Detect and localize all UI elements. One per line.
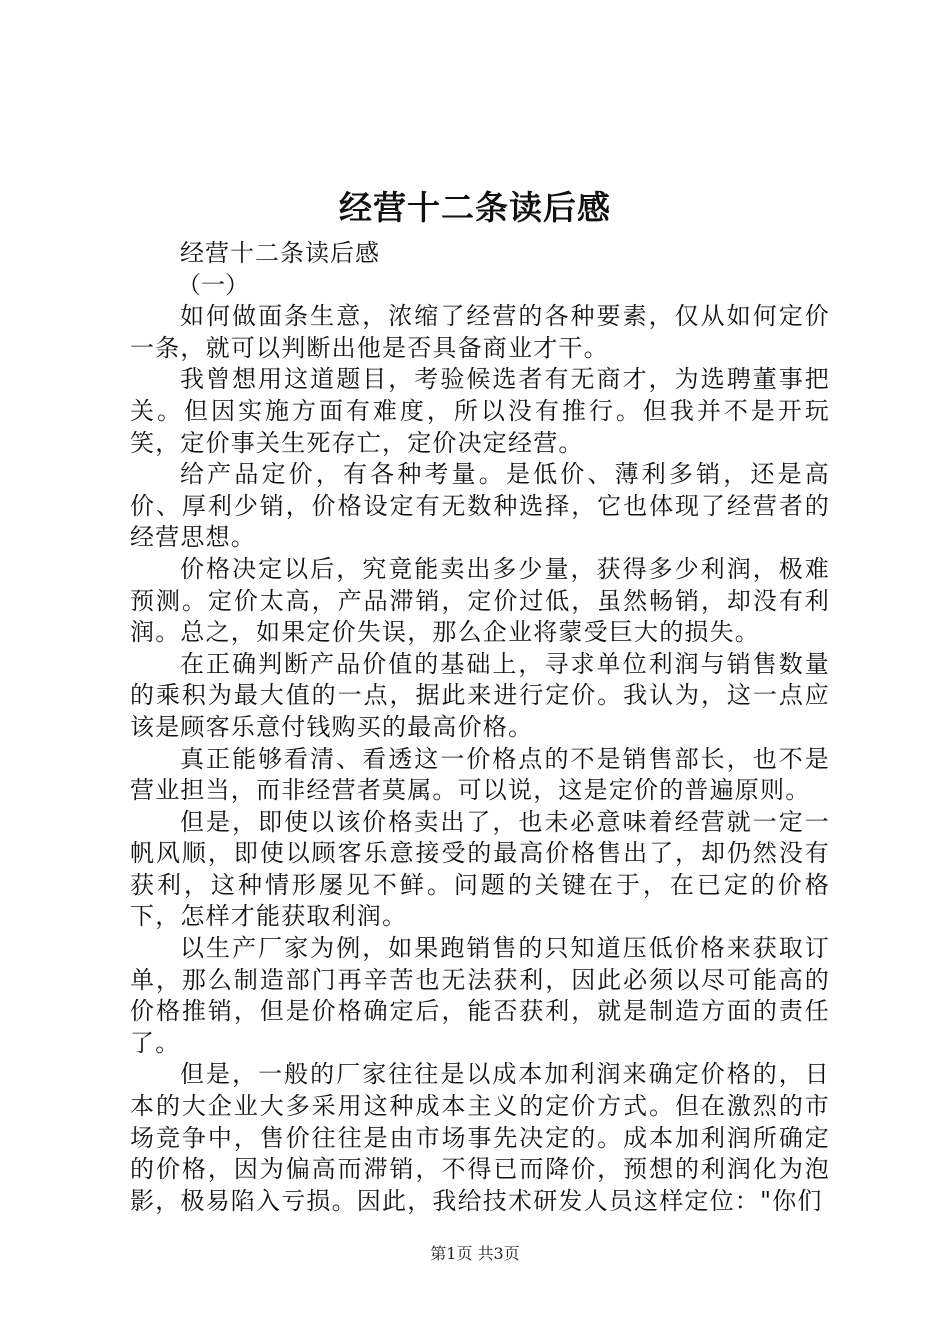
paragraph: 以生产厂家为例，如果跑销售的只知道压低价格来获取订单，那么制造部门再辛苦也无法获利，因此必须以尽可能高的价格推销，但是价格确定后，能否获利，就是制造方面的责任了。 <box>130 934 830 1057</box>
paragraph: 我曾想用这道题目，考验候选者有无商才，为选聘董事把关。但因实施方面有难度，所以没有推行。但我并不是开玩笑，定价事关生死存亡，定价决定经营。 <box>130 365 830 457</box>
section-label: （一） <box>177 270 249 299</box>
paragraph: 价格决定以后，究竟能卖出多少量，获得多少利润，极难预测。定价太高，产品滞销，定价过低，虽然畅销，却没有利润。总之，如果定价失误，那么企业将蒙受巨大的损失。 <box>130 554 830 647</box>
page-footer: 第1页 共3页 <box>430 1244 520 1263</box>
paragraph: 如何做面条生意，浓缩了经营的各种要素，仅从如何定价一条，就可以判断出他是否具备商业才干。 <box>130 302 830 362</box>
paragraph: 在正确判断产品价值的基础上，寻求单位利润与销售数量的乘积为最大值的一点，据此来进行定价。我认为，这一点应该是顾客乐意付钱购买的最高价格。 <box>130 649 830 741</box>
document-body <box>130 238 830 1217</box>
document-subtitle: 经营十二条读后感 <box>180 239 380 267</box>
paragraph: 真正能够看清、看透这一价格点的不是销售部长，也不是营业担当，而非经营者莫属。可以说，这是定价的普遍原则。 <box>130 744 830 805</box>
paragraph: 但是，一般的厂家往往是以成本加利润来确定价格的，日本的大企业大多采用这种成本主义的定价方式。但在激烈的市场竞争中，售价往往是由市场事先决定的。成本加利润所确定的价格，因为偏高而滞销，不得已而降价，预想的利润化为泡影，极易陷入亏损。因此，我给技术研发人员这样定位："你们 <box>130 1060 830 1215</box>
paragraph: 但是，即使以该价格卖出了，也未必意味着经营就一定一帆风顺，即使以顾客乐意接受的最高价格售出了，却仍然没有获利，这种情形屡见不鲜。问题的关键在于，在已定的价格下，怎样才能获取利润。 <box>130 807 830 931</box>
document-title: 经营十二条读后感 <box>339 188 611 227</box>
paragraph: 给产品定价，有各种考量。是低价、薄利多销，还是高价、厚利少销，价格设定有无数种选择，它也体现了经营者的经营思想。 <box>130 460 830 552</box>
